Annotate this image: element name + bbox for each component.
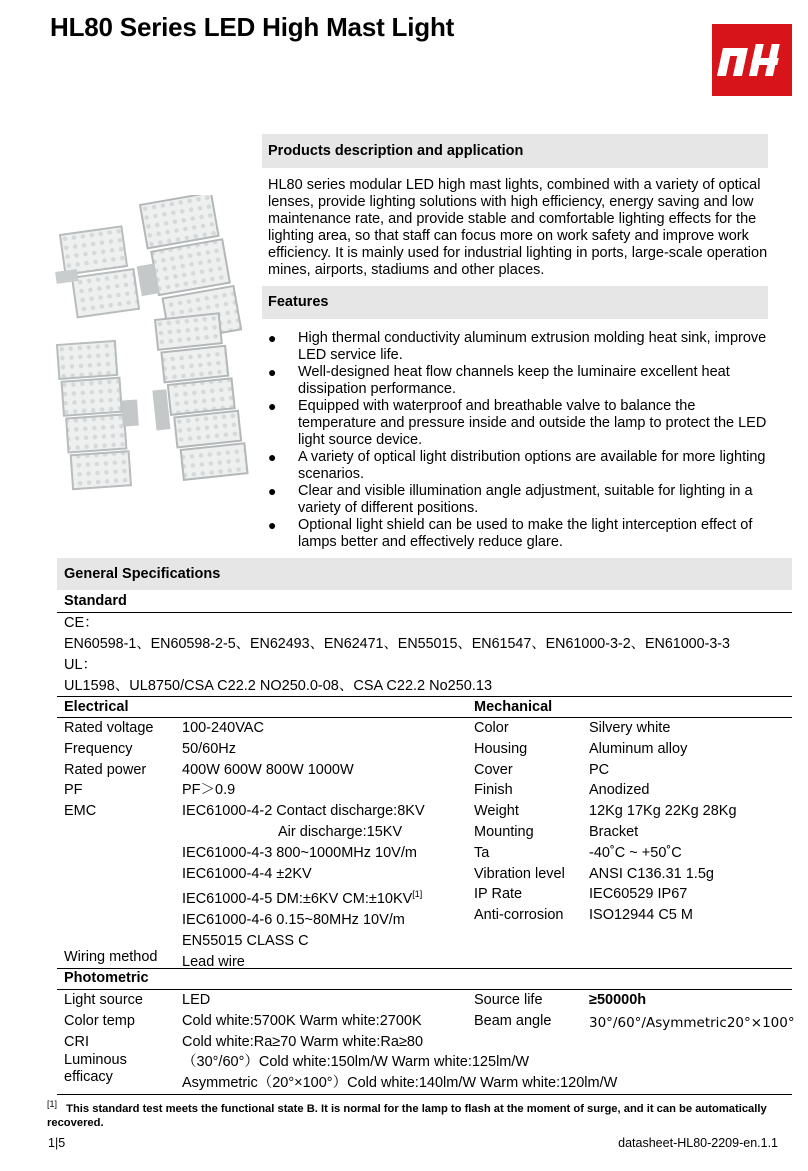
spec-label: Color temp xyxy=(64,1013,135,1029)
spec-label: Source life xyxy=(474,992,543,1008)
spec-label: CRI xyxy=(64,1034,89,1050)
divider xyxy=(57,968,792,969)
divider xyxy=(57,1094,792,1095)
mechanical-heading: Mechanical xyxy=(474,699,553,715)
mechanical-labels xyxy=(474,718,565,926)
spec-label: Housing xyxy=(474,740,528,757)
spec-value: ISO12944 C5 M xyxy=(589,907,693,924)
ul-label: UL： xyxy=(64,657,98,673)
emc-line: IEC61000-4-4 ±2KV xyxy=(182,865,312,882)
spec-label: Color xyxy=(474,720,509,736)
bullet-icon: ● xyxy=(268,398,277,414)
feature-item: ● Equipped with waterproof and breathable valve to balance the temperature and pressure inside and outside the lamp to protect the LED light source device. xyxy=(268,398,767,448)
product-photo xyxy=(45,195,255,500)
page-number: 1|5 xyxy=(48,1136,66,1150)
spec-value: ≥50000h xyxy=(589,992,647,1008)
company-logo xyxy=(712,24,792,96)
spec-label: Rated voltage xyxy=(64,720,154,736)
mechanical-values xyxy=(589,718,737,926)
spec-value: 12Kg 17Kg 22Kg 28Kg xyxy=(589,803,737,820)
spec-value: Bracket xyxy=(589,823,639,840)
bullet-icon: ● xyxy=(268,330,277,346)
spec-label: Frequency xyxy=(64,740,133,757)
divider xyxy=(57,612,792,613)
emc-line: IEC61000-4-3 800~1000MHz 10V/m xyxy=(182,844,417,861)
electrical-values xyxy=(182,718,425,972)
spec-value: Anodized xyxy=(589,782,650,799)
spec-label: PF xyxy=(64,782,83,799)
emc-line: IEC61000-4-6 0.15~80MHz 10V/m xyxy=(182,912,405,928)
ce-label: CE： xyxy=(64,615,99,631)
spec-value: 100-240VAC xyxy=(182,720,264,736)
bullet-icon: ● xyxy=(268,449,277,465)
features-list xyxy=(268,330,768,551)
spec-label: EMC xyxy=(64,803,97,820)
spec-label: Cover xyxy=(474,761,513,778)
footnote-text: This standard test meets the functional state B. It is normal for the lamp to flash at the moment of surge, and it can be automatically recovered. xyxy=(47,1102,767,1129)
photometric-heading: Photometric xyxy=(64,970,149,986)
spec-value: Cold white:Ra≥70 Warm white:Ra≥80 xyxy=(182,1034,424,1050)
footnote xyxy=(47,1097,787,1130)
spec-value: 50/60Hz xyxy=(182,740,237,757)
spec-value: Silvery white xyxy=(589,720,671,736)
ul-standards: UL1598、UL8750/CSA C22.2 NO250.0-08、CSA C22.2 No250.13 xyxy=(64,678,493,694)
spec-value: PC xyxy=(589,761,610,778)
spec-label: Ta xyxy=(474,844,490,861)
electrical-labels xyxy=(64,718,153,822)
feature-item: ● Optional light shield can be used to make the light interception effect of lamps better and effectively reduce glare. xyxy=(268,517,753,550)
emc-line: Air discharge:15KV xyxy=(278,823,403,840)
spec-label: IP Rate xyxy=(474,886,523,903)
spec-label: Anti-corrosion xyxy=(474,907,564,924)
footnote-mark: [1] xyxy=(47,1099,58,1109)
spec-label: Beam angle xyxy=(474,1013,552,1029)
spec-value: 30°/60°/Asymmetric20°×100° xyxy=(589,1015,795,1031)
ce-standards: EN60598-1、EN60598-2-5、EN62493、EN62471、EN55015、EN61547、EN61000-3-2、EN61000-3-3 xyxy=(64,636,730,652)
spec-label: Finish xyxy=(474,782,513,799)
spec-label: Light source xyxy=(64,992,143,1008)
spec-value: IEC60529 IP67 xyxy=(589,886,688,903)
spec-value: Asymmetric（20°×100°）Cold white:140lm/W Warm white:120lm/W xyxy=(182,1075,618,1091)
bullet-icon: ● xyxy=(268,517,277,533)
bullet-icon: ● xyxy=(268,483,277,499)
spec-value: ANSI C136.31 1.5g xyxy=(589,865,714,882)
spec-value: PF＞0.9 xyxy=(182,782,236,799)
spec-label: Rated power xyxy=(64,761,147,778)
spec-value: Aluminum alloy xyxy=(589,740,688,757)
spec-label: Vibration level xyxy=(474,865,565,882)
spec-label: Mounting xyxy=(474,823,534,840)
description-heading: Products description and application xyxy=(262,134,768,168)
specs-heading: General Specifications xyxy=(57,558,792,590)
footnote-ref: [1] xyxy=(412,889,423,900)
bullet-icon: ● xyxy=(268,364,277,380)
spec-value: -40˚C ~ +50˚C xyxy=(589,844,682,861)
spec-label: Weight xyxy=(474,803,519,820)
document-id: datasheet-HL80-2209-en.1.1 xyxy=(618,1136,778,1150)
spec-value: Cold white:5700K Warm white:2700K xyxy=(182,1013,422,1029)
feature-item: ● Well-designed heat flow channels keep the luminaire excellent heat dissipation performance. xyxy=(268,364,730,397)
spec-label: Wiring method xyxy=(64,949,158,965)
feature-item: ● High thermal conductivity aluminum extrusion molding heat sink, improve LED service life. xyxy=(268,330,767,363)
spec-value: Lead wire xyxy=(182,953,245,970)
page-title: HL80 Series LED High Mast Light xyxy=(50,12,455,42)
spec-value: IEC61000-4-2 Contact discharge:8KV xyxy=(182,803,425,820)
spec-value: LED xyxy=(182,992,211,1008)
divider xyxy=(57,696,792,697)
lamp-4-module xyxy=(57,340,143,490)
efficacy-label: Luminous efficacy xyxy=(64,1052,127,1085)
divider xyxy=(57,989,792,990)
emc-line: EN55015 CLASS C xyxy=(182,932,309,949)
features-heading: Features xyxy=(262,286,768,319)
feature-item: ● A variety of optical light distribution options are available for more lighting scenarios. xyxy=(268,449,766,482)
electrical-heading: Electrical xyxy=(64,699,129,715)
feature-item: ● Clear and visible illumination angle adjustment, suitable for lighting in a variety of different positions. xyxy=(268,483,753,516)
standard-heading: Standard xyxy=(64,593,127,609)
spec-value: 400W 600W 800W 1000W xyxy=(182,761,354,778)
lamp-5-module xyxy=(145,312,247,482)
spec-value: （30°/60°）Cold white:150lm/W Warm white:125lm/W xyxy=(182,1054,530,1070)
lamp-2-module xyxy=(50,226,139,320)
description-text: HL80 series modular LED high mast lights, combined with a variety of optical lenses, provide lighting solutions with high efficiency, energy saving and low maintenance rate, and provide stable and comfortable lighting effects for the lighting area, so that staff can focus more on work safety and improve work efficiency. It is mainly used for industrial lighting in ports, large-scale operation mines, airports, stadiums and other places. xyxy=(268,177,768,278)
emc-line: IEC61000-4-5 DM:±6KV CM:±10KV[1] xyxy=(182,889,423,908)
